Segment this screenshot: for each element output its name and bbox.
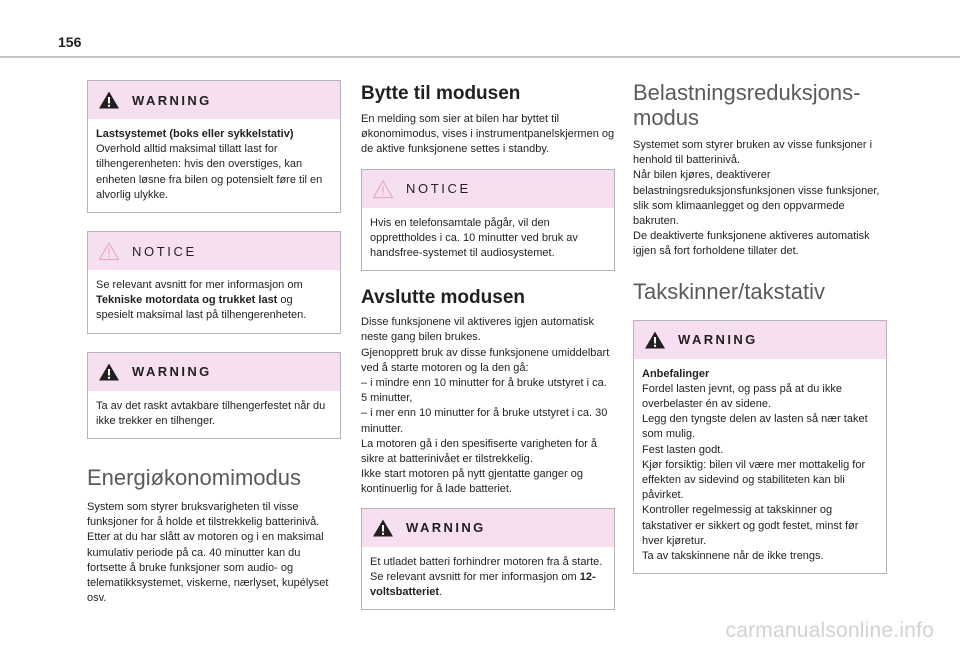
warning-body (88, 119, 340, 212)
paragraph: Ikke start motoren på nytt gjentatte ganger og kontinuerlig for å lade batteriet. (361, 468, 583, 496)
notice-label: NOTICE (406, 181, 471, 197)
warning-box-battery (361, 508, 615, 611)
paragraph: La motoren gå i den spesifiserte varigheten for å sikre at batterinivået er tilstrekkelig. (361, 437, 598, 466)
warning-text-b: . (439, 586, 443, 599)
section-heading-switch-mode: Bytte til modusen (361, 83, 521, 104)
warning-triangle-icon (98, 90, 120, 110)
section-heading-exit-mode: Avslutte modusen (361, 287, 525, 309)
warning-header (634, 321, 886, 359)
paragraph: System som styrer bruksvarigheten til visse funksjoner for å holde et tilstrekkelig batterinivå. Etter at du har slått av motoren og i en maksimal kumulativ periode på ca. 40 minutter kan du fortsette å bruke funksjoner som audio- og telematikksystemet, viskerne, nærlyset, kupélyset osv. (87, 501, 329, 605)
paragraph: Kontroller regelmessig at takskinner og takstativer er sikkert og godt festet, minst før hver kjøretur. (642, 504, 859, 547)
paragraph: Ta av takskinnene når de ikke trengs. (642, 550, 824, 563)
section-body-energy-economy (87, 500, 341, 606)
notice-box-phone-call (361, 169, 615, 272)
warning-text: Et utladet batteri forhindrer motoren fra å starte. (370, 555, 603, 568)
section-heading-load-reduction: Belastningsreduksjons-modus (633, 80, 861, 130)
paragraph: Disse funksjonene vil aktiveres igjen automatisk neste gang bilen brukes. (361, 316, 594, 344)
column-3 (633, 80, 887, 592)
top-divider (0, 56, 960, 58)
warning-triangle-icon (372, 518, 394, 538)
section-heading-roof-bars: Takskinner/takstativ (633, 278, 825, 304)
warning-text: Ta av det raskt avtakbare tilhengerfestet når du ikke trekker en tilhenger. (96, 399, 326, 427)
notice-box-technical-data (87, 231, 341, 334)
section-heading-energy-economy: Energiøkonomimodus (87, 465, 301, 491)
warning-box-roof-bars (633, 320, 887, 575)
paragraph: Legg den tyngste delen av lasten så nær taket som mulig. (642, 413, 868, 441)
warning-label: WARNING (678, 332, 758, 348)
paragraph: Når bilen kjøres, deaktiverer belastningsreduksjonsfunksjonen visse funksjoner, slik som klimaanlegget og den oppvarmede bakruten. (633, 169, 880, 228)
warning-header (362, 509, 614, 547)
paragraph: En melding som sier at bilen har byttet til økonomimodus, vises i instrumentpanelskjermen og de aktive funksjonene settes i standby. (361, 113, 615, 156)
notice-body (362, 208, 614, 271)
section-body-exit-mode (361, 315, 615, 497)
warning-body (362, 547, 614, 610)
paragraph: Fordel lasten jevnt, og pass på at du ikke overbelaster én av sidene. (642, 382, 842, 411)
paragraph: De deaktiverte funksjonene aktiveres automatisk igjen så fort forholdene tillater det. (633, 230, 870, 258)
warning-text-a: Se relevant avsnitt for mer informasjon om (370, 570, 580, 583)
warning-header (88, 353, 340, 391)
list-item: – i mindre enn 10 minutter for å bruke utstyret i ca. 5 minutter, (361, 377, 607, 405)
notice-body (88, 270, 340, 333)
warning-subtitle: Anbefalinger (642, 367, 710, 380)
notice-triangle-icon (372, 179, 394, 199)
warning-label: WARNING (132, 364, 212, 380)
warning-triangle-icon (98, 362, 120, 382)
notice-text-bold: Tekniske motordata og trukket last (96, 294, 278, 307)
paragraph: Kjør forsiktig: bilen vil være mer mottakelig for effekten av sidevind og stabiliteten kan bli påvirket. (642, 458, 866, 502)
warning-label: WARNING (132, 92, 212, 108)
warning-box-cargo-system (87, 80, 341, 213)
watermark: carmanualsonline.info (725, 619, 934, 642)
warning-text: Overhold alltid maksimal tillatt last for tilhengerenheten: hvis den overstiges, kan enheten løsne fra bilen og potensielt føre til en alvorlig ulykke. (96, 143, 323, 201)
page-number: 156 (58, 34, 82, 50)
paragraph: Fest lasten godt. (642, 443, 724, 456)
paragraph: Gjenopprett bruk av disse funksjonene umiddelbart ved å starte motoren og la den gå: (361, 346, 610, 374)
column-2 (361, 80, 615, 628)
warning-text-bold: 12-voltsbatteriet (370, 570, 596, 599)
notice-text-a: Se relevant avsnitt for mer informasjon om (96, 279, 303, 292)
notice-triangle-icon (98, 241, 120, 261)
warning-box-towbar (87, 352, 341, 439)
warning-header (88, 81, 340, 119)
warning-body (634, 359, 886, 574)
notice-text: Hvis en telefonsamtale pågår, vil den opprettholdes i ca. 10 minutter ved bruk av handsfree-systemet til audiosystemet. (370, 216, 578, 260)
notice-label: NOTICE (132, 243, 197, 259)
section-body-load-reduction (633, 138, 887, 260)
warning-label: WARNING (406, 520, 486, 536)
paragraph: Systemet som styrer bruken av visse funksjoner i henhold til batterinivå. (633, 139, 873, 167)
list-item: – i mer enn 10 minutter for å bruke utstyret i ca. 30 minutter. (361, 407, 608, 435)
warning-body (88, 391, 340, 438)
warning-triangle-icon (644, 330, 666, 350)
notice-text-b: og spesielt maksimal last på tilhengerenheten. (96, 294, 307, 322)
column-1 (87, 80, 341, 606)
warning-subtitle: Lastsystemet (boks eller sykkelstativ) (96, 128, 294, 140)
notice-header (362, 170, 614, 208)
section-body-switch-mode (361, 112, 615, 158)
notice-header (88, 232, 340, 270)
